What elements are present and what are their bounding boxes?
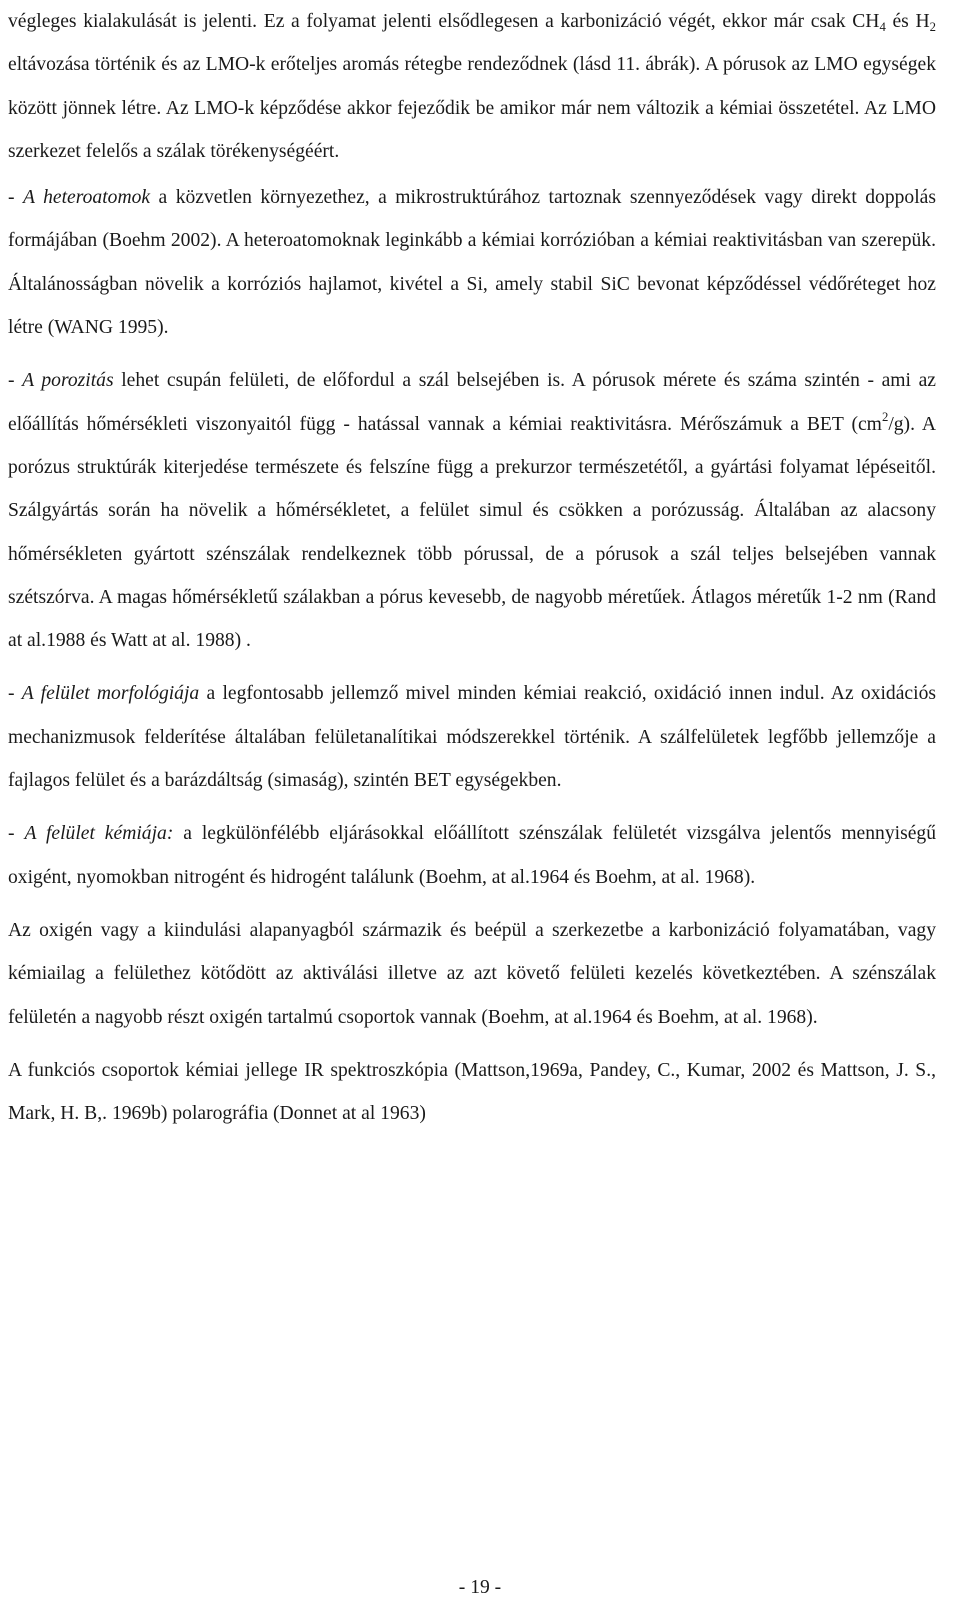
text-run: a legfontosabb jellemző mivel minden kémiai reakció, oxidáció innen indul. Az oxidációs mechanizmusok felderítése általában felületanalítikai módszerekkel történik. A szálfelületek legfőbb jellemzője a fajlagos felület és a barázdáltság (simaság), szintén BET egységekben. [8, 683, 936, 792]
text-run: /g). A porózus struktúrák kiterjedése természete és felszíne függ a prekurzor természetétől, a gyártási folyamat lépéseitől. Szálgyártás során ha növelik a hőmérsékletet, a felület simul és csökken a porózusság. Általában az alacsony hőmérsékleten gyártott szénszálak rendelkeznek több pórussal, de a pórusok a szál teljes belsejében vannak szétszórva. A magas hőmérsékletű szálakban a pórus kevesebb, de nagyobb méretűek. Átlagos méretűk 1-2 nm (Rand at al.1988 és Watt at al. 1988) . [8, 413, 936, 652]
text-run: - [8, 187, 23, 209]
document-page [8, 0, 936, 1135]
text-run: a közvetlen környezethez, a mikrostruktúrához tartoznak szennyeződések vagy direkt doppolás formájában (Boehm 2002). A heteroatomoknak leginkább a kémiai korrózióban a kémiai reaktivitásban van szerepük. Általánosságban növelik a korróziós hajlamot, kivétel a Si, amely stabil SiC bevonat képződéssel védőréteget hoz létre (WANG 1995). [8, 187, 936, 339]
paragraph-karbonizacio [8, 0, 936, 173]
paragraph-funkcios-csoportok [8, 1049, 936, 1136]
paragraph-felulet-kemia [8, 812, 936, 899]
text-run: - [8, 683, 22, 705]
text-run: és H [885, 11, 930, 32]
paragraph-felulet-morfologia [8, 672, 936, 802]
paragraph-porozitas [8, 359, 936, 662]
text-run: - [8, 823, 25, 845]
text-run: lehet csupán felületi, de előfordul a szál belsejében is. A pórusok mérete és száma szintén - ami az előállítás hőmérsékleti viszonyaitól függ - hatással vannak a kémiai reaktivitásra. Mérőszámuk a BET (cm [8, 370, 936, 435]
text-run: eltávozása történik és az LMO-k erőteljes aromás rétegbe rendeződnek (lásd 11. ábrák). A pórusok az LMO egységek között jönnek létre. Az LMO-k képződése akkor fejeződik be amikor már nem változik a kémiai összetétel. Az LMO szerkezet felelős a szálak törékenységéért. [8, 54, 936, 162]
text-run: végleges kialakulását is jelenti. Ez a folyamat jelenti elsődlegesen a karbonizáció végét, ekkor már csak CH [8, 11, 880, 32]
paragraph-heteroatomok [8, 176, 936, 349]
subscript: 4 [879, 19, 886, 34]
emphasis-term: A heteroatomok [23, 187, 151, 209]
text-run: a legkülönfélébb eljárásokkal előállított szénszálak felületét vizsgálva jelentős mennyiségű oxigént, nyomokban nitrogént és hidrogént találunk (Boehm, at al.1964 és Boehm, at al. 1968). [8, 823, 937, 888]
paragraph-oxigen [8, 909, 936, 1039]
emphasis-term: A felület kémiája: [24, 823, 174, 845]
page-number: - 19 - [458, 1577, 502, 1598]
text-run: Az oxigén vagy a kiindulási alapanyagból származik és beépül a szerkezetbe a karbonizáció folyamatában, vagy kémiailag a felülethez kötődött az aktiválási illetve az azt követő felületi kezelés következtében. A szénszálak felületén a nagyobb részt oxigén tartalmú csoportok vannak (Boehm, at al.1964 és Boehm, at al. 1968). [8, 919, 936, 1028]
text-run: - [8, 370, 23, 392]
text-run: A funkciós csoportok kémiai jellege IR spektroszkópia (Mattson,1969a, Pandey, C., Kumar, 2002 és Mattson, J. S., Mark, H. B,. 1969b) polarográfia (Donnet at al 1963) [8, 1059, 936, 1125]
emphasis-term: A felület morfológiája [21, 683, 200, 705]
subscript: 2 [929, 19, 936, 34]
superscript: 2 [881, 409, 889, 424]
emphasis-term: A porozitás [22, 370, 114, 392]
